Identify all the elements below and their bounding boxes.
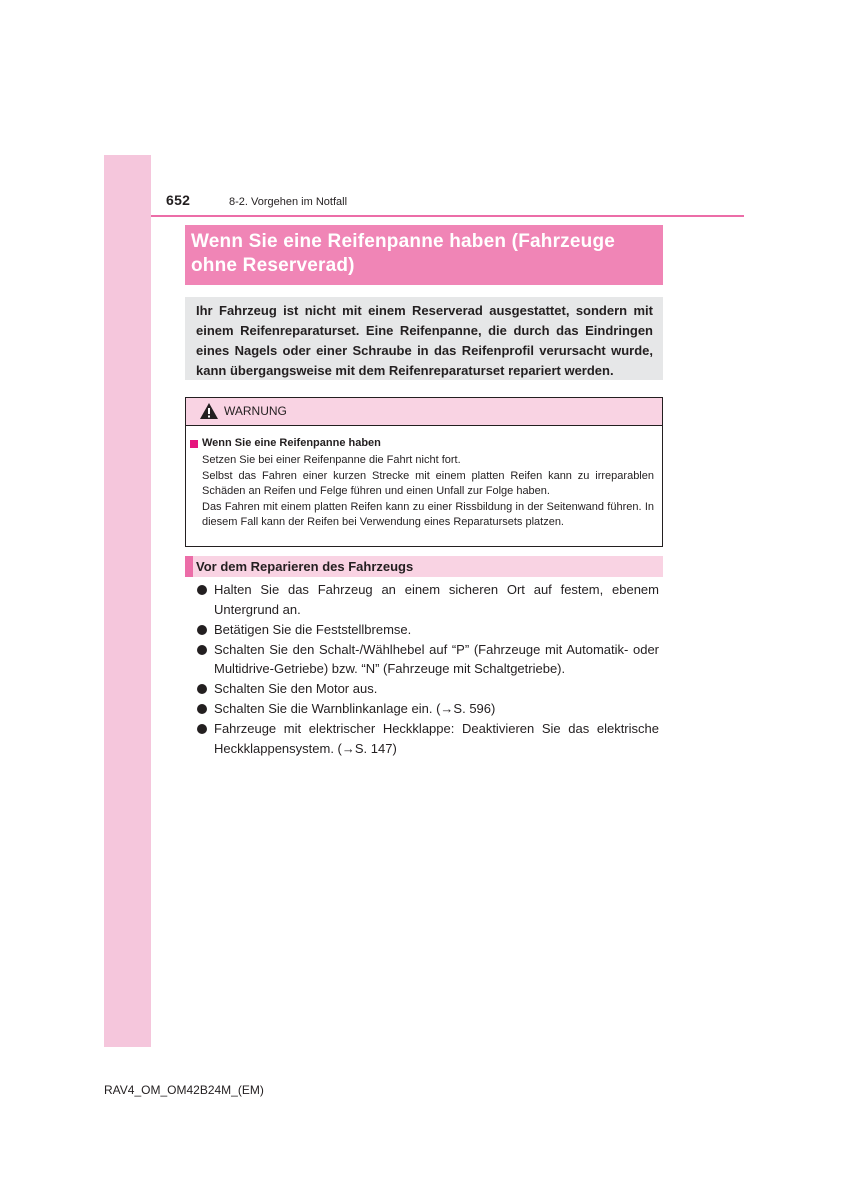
checklist [197, 580, 659, 759]
list-item [197, 699, 659, 719]
page-number: 652 [166, 192, 191, 208]
warning-paragraph: Selbst das Fahren einer kurzen Strecke mit einem platten Reifen kann zu irreparablen Schäden an Reifen und Felge führen und einen Unfall zur Folge haben. [202, 469, 654, 497]
breadcrumb: 8-2. Vorgehen im Notfall [229, 196, 348, 208]
list-item-text: Schalten Sie den Schalt-/Wählhebel auf “P” (Fahrzeuge mit Automatik- oder Multidrive-Getriebe) bzw. “N” (Fahrzeuge mit Schaltgetriebe). [214, 641, 659, 676]
warning-label: WARNUNG [224, 404, 287, 418]
warning-box [185, 397, 663, 547]
bullet-icon [197, 625, 207, 635]
pink-square-bullet-icon [190, 440, 198, 448]
warning-header [186, 398, 662, 426]
bullet-icon [197, 645, 207, 655]
list-item [197, 580, 659, 619]
header-rule [151, 215, 744, 217]
intro-box [185, 297, 663, 380]
list-item [197, 719, 659, 758]
warning-body [186, 426, 662, 531]
list-item-text: Halten Sie das Fahrzeug an einem sicheren Ort auf festem, ebenem Untergrund an. [214, 582, 659, 617]
bullet-icon [197, 684, 207, 694]
list-item-text: Fahrzeuge mit elektrischer Heckklappe: Deaktivieren Sie das elektrische Heckklappensystem. (→S. 147) [214, 721, 659, 756]
bullet-icon [197, 724, 207, 734]
list-item-text: Schalten Sie die Warnblinkanlage ein. (→S. 596) [214, 701, 496, 716]
bullet-icon [197, 585, 207, 595]
page-title-line-1: Wenn Sie eine Reifenpanne haben (Fahrzeuge [191, 231, 616, 252]
chapter-side-tab [104, 155, 151, 1047]
section-title: Vor dem Reparieren des Fahrzeugs [196, 559, 414, 574]
page-title [191, 230, 657, 278]
list-item [197, 620, 659, 640]
list-item-text: Betätigen Sie die Feststellbremse. [214, 621, 412, 637]
warning-paragraph: Das Fahren mit einem platten Reifen kann zu einer Rissbildung in der Seitenwand führen. In diesem Fall kann der Reifen bei Verwendung eines Reparatursets platzen. [202, 500, 654, 528]
section-title-box [185, 225, 663, 285]
intro-text: Ihr Fahrzeug ist nicht mit einem Reserverad ausgestattet, sondern mit einem Reifenreparaturset. Eine Reifenpanne, die durch das Eindringen eines Nagels oder einer Schraube in das Reifenprofil verursacht wurde, kann übergangsweise mit dem Reifenreparaturset repariert werden. [196, 303, 653, 378]
list-item [197, 640, 659, 679]
warning-heading [190, 436, 654, 451]
bullet-icon [197, 704, 207, 714]
page-title-line-2: ohne Reserverad) [191, 255, 355, 276]
warning-heading-text: Wenn Sie eine Reifenpanne haben [202, 437, 381, 449]
warning-triangle-icon [199, 402, 219, 420]
list-item-text: Schalten Sie den Motor aus. [214, 681, 378, 696]
warning-paragraph: Setzen Sie bei einer Reifenpanne die Fahrt nicht fort. [202, 454, 461, 466]
document-code: RAV4_OM_OM42B24M_(EM) [104, 1083, 264, 1097]
list-item [197, 679, 659, 699]
section-header-bar [185, 556, 663, 577]
section-accent [185, 556, 193, 577]
